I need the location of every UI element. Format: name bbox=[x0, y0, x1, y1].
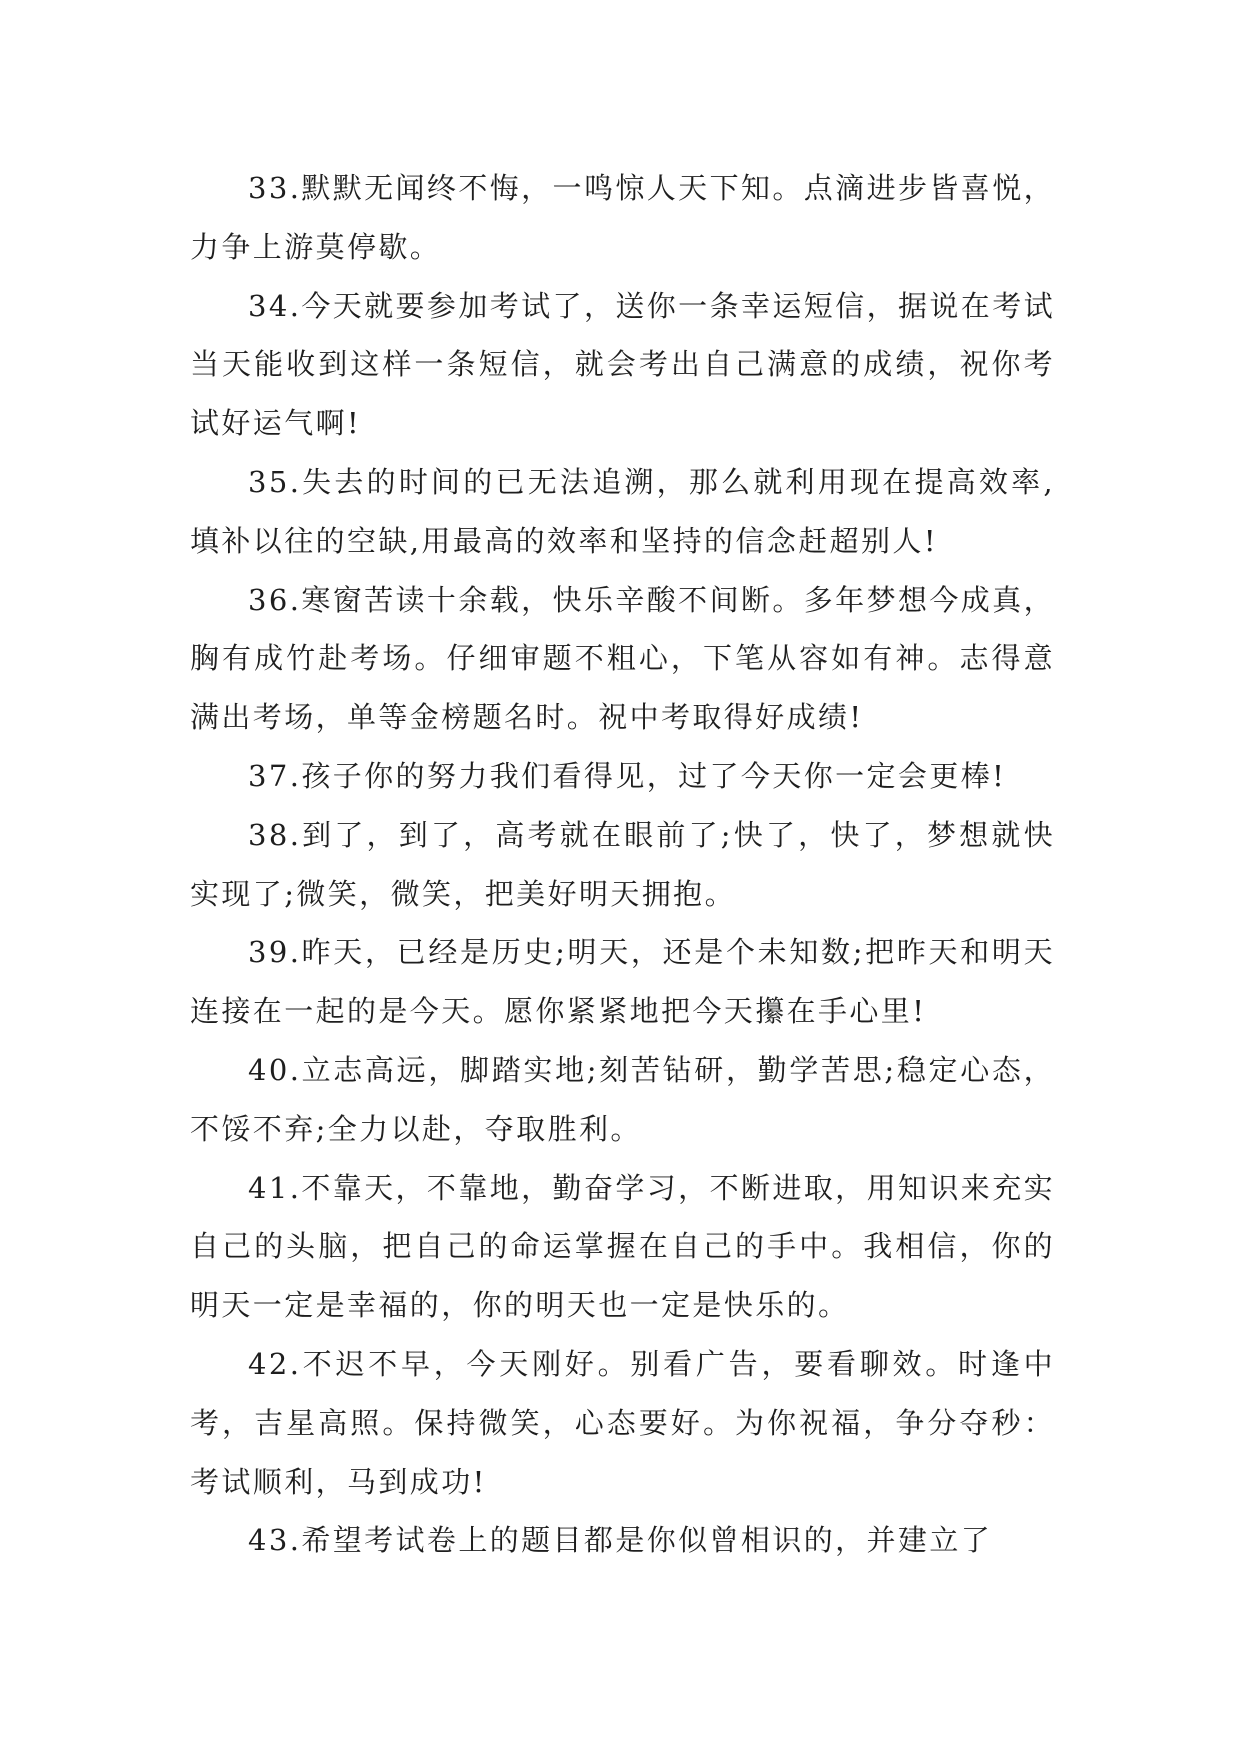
document-page bbox=[190, 159, 1055, 1570]
paragraph-36: 36.寒窗苦读十余载，快乐辛酸不间断。多年梦想今成真，胸有成竹赴考场。仔细审题不粗心，下笔从容如有神。志得意满出考场，单等金榜题名时。祝中考取得好成绩! bbox=[190, 582, 1055, 735]
paragraph-38: 38.到了，到了，高考就在眼前了;快了，快了，梦想就快实现了;微笑，微笑，把美好明天拥抱。 bbox=[190, 817, 1055, 911]
paragraph-42: 42.不迟不早，今天刚好。别看广告，要看聊效。时逢中考，吉星高照。保持微笑，心态要好。为你祝福，争分夺秒：考试顺利，马到成功! bbox=[190, 1346, 1055, 1499]
paragraph-37: 37.孩子你的努力我们看得见，过了今天你一定会更棒! bbox=[248, 758, 1007, 793]
paragraph-33: 33.默默无闻终不悔，一鸣惊人天下知。点滴进步皆喜悦，力争上游莫停歇。 bbox=[190, 171, 1055, 264]
paragraph-41: 41.不靠天，不靠地，勤奋学习，不断进取，用知识来充实自己的头脑，把自己的命运掌握在自己的手中。我相信，你的明天一定是幸福的，你的明天也一定是快乐的。 bbox=[190, 1170, 1055, 1323]
paragraph-35: 35.失去的时间的已无法追溯，那么就利用现在提高效率,填补以往的空缺,用最高的效率和坚持的信念赶超别人! bbox=[190, 464, 1055, 558]
paragraph-39: 39.昨天，已经是历史;明天，还是个未知数;把昨天和明天连接在一起的是今天。愿你紧紧地把今天攥在手心里! bbox=[190, 935, 1055, 1029]
paragraph-43: 43.希望考试卷上的题目都是你似曾相识的，并建立了 bbox=[248, 1523, 993, 1558]
paragraph-34: 34.今天就要参加考试了，送你一条幸运短信，据说在考试当天能收到这样一条短信，就会考出自己满意的成绩，祝你考试好运气啊! bbox=[190, 288, 1055, 441]
paragraph-40: 40.立志高远，脚踏实地;刻苦钻研，勤学苦思;稳定心态，不馁不弃;全力以赴，夺取胜利。 bbox=[190, 1052, 1055, 1146]
